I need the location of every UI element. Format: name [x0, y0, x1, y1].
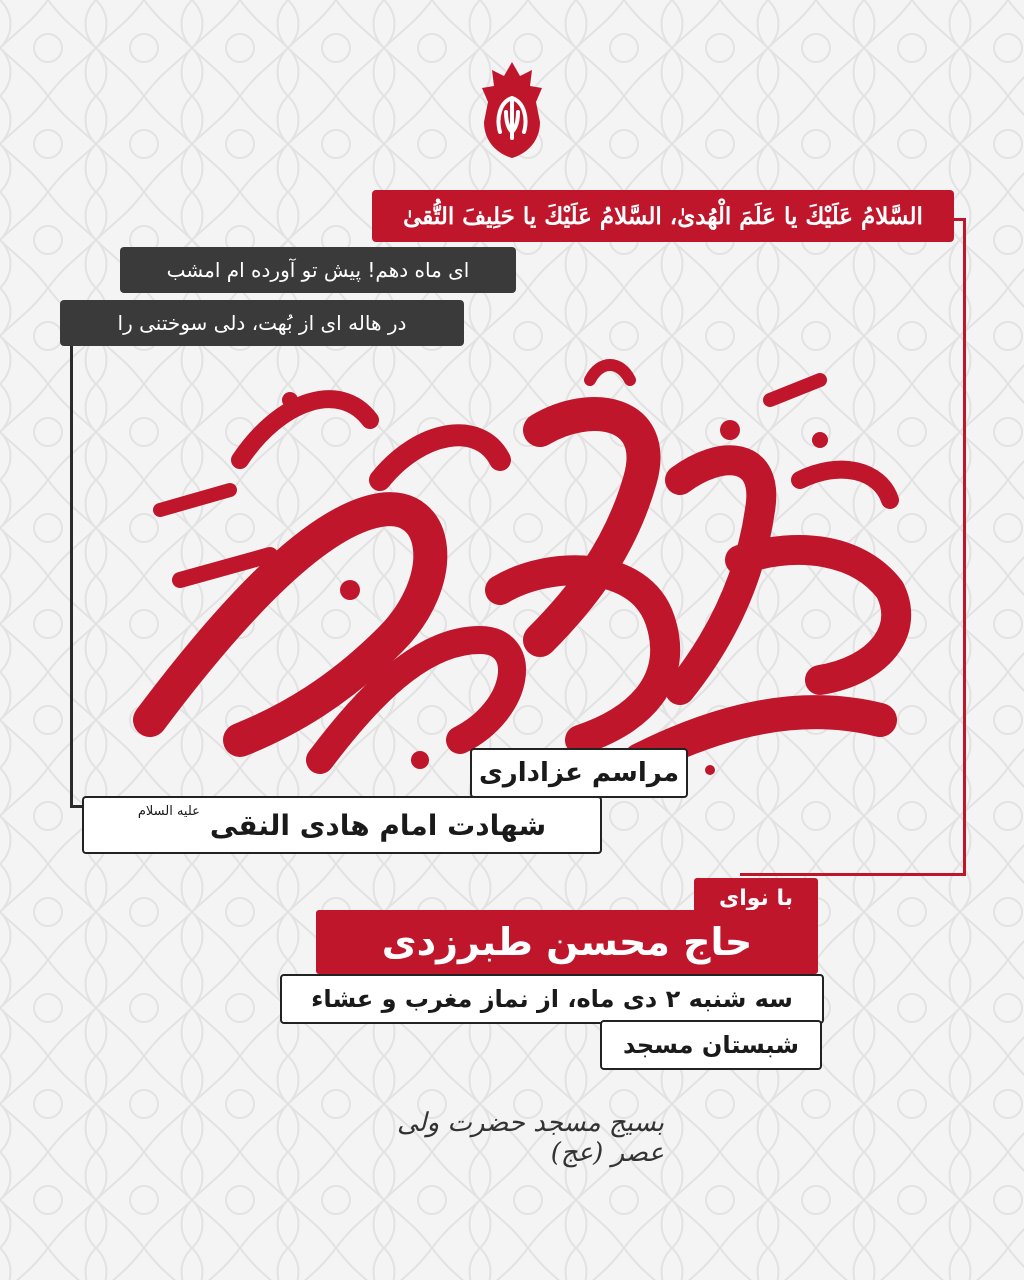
martyrdom-text: شهادت امام هادی النقی [209, 808, 547, 842]
location-text: شبستان مسجد [623, 1031, 799, 1059]
martyrdom-label [82, 796, 602, 854]
poem-line-2-text: در هاله ای از بُهت، دلی سوختنی را [117, 311, 407, 335]
emblem-icon [480, 62, 544, 158]
black-frame-line [70, 326, 110, 808]
salutation-banner [372, 190, 954, 242]
mourning-ceremony-label [470, 748, 688, 798]
poem-line-1-text: ای ماه دهم! پیش تو آورده ام امشب [166, 258, 470, 282]
date-time-label [280, 974, 824, 1024]
salutation-text: السَّلامُ عَلَيْكَ يا عَلَمَ الْهُدىٰ، السَّلامُ عَلَيْكَ يا حَلِيفَ التُّقىٰ [403, 202, 923, 230]
signature-text: بسیج مسجد حضرت ولی عصر (عج) [397, 1108, 664, 1168]
voice-label-text: با نوای [719, 885, 793, 911]
location-label [600, 1020, 822, 1070]
date-time-text: سه شنبه ۲ دی ماه، از نماز مغرب و عشاء [311, 985, 793, 1013]
poem-line-1 [120, 247, 516, 293]
organizer-signature [360, 1108, 664, 1168]
singer-name-banner [316, 910, 818, 974]
title-calligraphy [120, 340, 920, 800]
mourning-ceremony-text: مراسم عزاداری [478, 758, 680, 788]
singer-name-text: حاج محسن طبرزدی [381, 920, 753, 964]
honorific-text: علیه السلام [137, 804, 200, 819]
